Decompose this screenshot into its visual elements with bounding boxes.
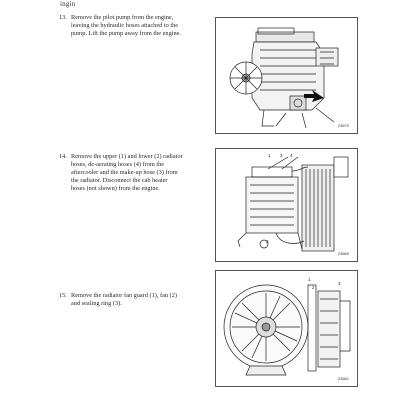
callout-1: 1 — [268, 153, 271, 158]
fan-illustration — [216, 271, 357, 386]
callout-3: 3 — [338, 281, 341, 286]
callout-2: 2 — [266, 239, 269, 244]
step-line: the radiator. Disconnect the cab heater — [71, 177, 168, 185]
step-text — [71, 14, 181, 38]
step-line: hoses, de-aerating hoses (4) from the — [71, 161, 165, 169]
step-line: and sealing ring (3). — [71, 300, 122, 308]
step-14 — [59, 153, 209, 193]
step-15 — [59, 292, 209, 308]
step-text — [71, 153, 183, 193]
step-line: leaving the hydraulic hoses attached to the — [71, 22, 179, 30]
step-line: Remove the pilot pump from the engine, — [71, 14, 174, 21]
page-header-fragment: ingin — [60, 0, 76, 8]
engine-pilot-pump-figure — [215, 17, 358, 134]
callout-3: 3 — [280, 153, 283, 158]
step-13 — [59, 14, 219, 38]
radiator-illustration — [216, 149, 357, 261]
engine-illustration — [216, 18, 357, 133]
step-line: pump. Lift the pump away from the engine. — [71, 30, 181, 38]
fan-guard-figure — [215, 270, 358, 387]
radiator-hoses-figure — [215, 148, 358, 262]
callout-2: 2 — [312, 285, 315, 290]
step-number: 13. — [59, 14, 67, 21]
figure-id: 23670 — [337, 123, 349, 128]
step-line: Remove the upper (1) and lower (2) radiator — [71, 153, 183, 160]
figure-id: 23660 — [337, 251, 349, 256]
callout-1: 1 — [308, 277, 311, 282]
step-number: 14. — [59, 153, 67, 160]
step-line: hoses (not shown) from the engine. — [71, 185, 160, 193]
step-number: 15. — [59, 292, 67, 299]
figure-id: 23661 — [337, 376, 349, 381]
callout-4: 4 — [290, 153, 293, 158]
step-line: Remove the radiator fan guard (1), fan (2) — [71, 292, 177, 299]
step-text — [71, 292, 177, 308]
step-line: aftercooler and the make-up hose (3) from — [71, 169, 178, 177]
